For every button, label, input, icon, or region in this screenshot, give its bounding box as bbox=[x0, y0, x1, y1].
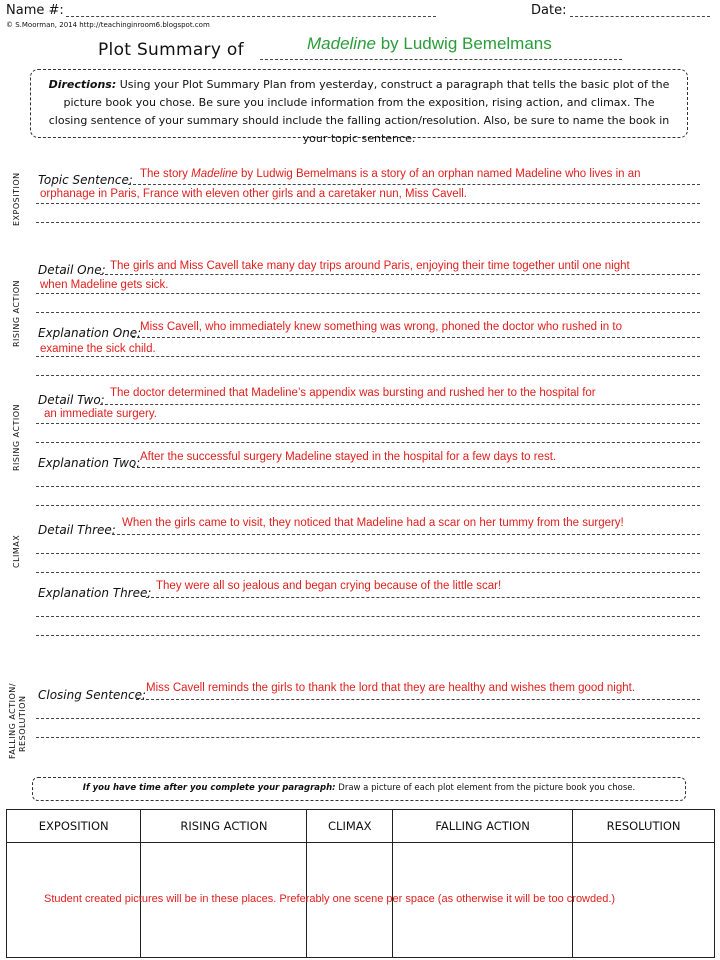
table-header-row bbox=[7, 810, 715, 843]
date-line[interactable] bbox=[570, 16, 710, 17]
detail-one-text-1: The girls and Miss Cavell take many day trips around Paris, enjoying their time together until one night bbox=[110, 260, 630, 272]
explanation-three-line-2[interactable] bbox=[36, 616, 700, 617]
topic-text-1 bbox=[140, 168, 641, 180]
closing-line-1[interactable] bbox=[136, 699, 700, 700]
directions-text: Using your Plot Summary Plan from yesterday, construct a paragraph that tells the basic plot of the picture book you chose. Be sure you include information from the exposition, rising action, and climax. The closing sentence of your summary should include the falling action/resolution. Also, be sure to name the book in your topic sentence. bbox=[48, 78, 670, 145]
detail-two-line-3[interactable] bbox=[36, 442, 700, 443]
topic-text-title: Madeline bbox=[191, 168, 238, 180]
topic-text-pre: The story bbox=[140, 168, 192, 180]
extra-time-bold: If you have time after you complete your paragraph: bbox=[82, 783, 336, 793]
detail-two-line-2[interactable] bbox=[36, 423, 700, 424]
page-title: Plot Summary of bbox=[98, 40, 244, 60]
name-label: Name #: bbox=[6, 3, 64, 18]
detail-two-line-1[interactable] bbox=[100, 404, 700, 405]
col-exposition: EXPOSITION bbox=[7, 810, 141, 843]
topic-line-3[interactable] bbox=[36, 222, 700, 223]
explanation-two-text-1: After the successful surgery Madeline stayed in the hospital for a few days to rest. bbox=[140, 451, 557, 463]
explanation-three-label: Explanation Three: bbox=[38, 586, 152, 600]
side-label-rising-action-1: RISING ACTION bbox=[12, 279, 21, 347]
topic-sentence-label: Topic Sentence: bbox=[38, 173, 133, 187]
detail-three-text-1: When the girls came to visit, they noticed that Madeline had a scar on her tummy from the surgery! bbox=[122, 517, 624, 529]
closing-line-2[interactable] bbox=[36, 718, 700, 719]
explanation-three-line-1[interactable] bbox=[146, 597, 700, 598]
explanation-three-text-1: They were all so jealous and began crying because of the little scar! bbox=[156, 580, 502, 592]
topic-line-2[interactable] bbox=[36, 203, 700, 204]
extra-time-text: Draw a picture of each plot element from the picture book you chose. bbox=[335, 783, 636, 793]
directions-box bbox=[30, 69, 688, 145]
date-label: Date: bbox=[531, 3, 567, 18]
side-label-climax: CLIMAX bbox=[12, 534, 21, 568]
book-title-italic: Madeline bbox=[307, 34, 376, 53]
detail-one-line-1[interactable] bbox=[100, 274, 700, 275]
explanation-two-line-3[interactable] bbox=[36, 505, 700, 506]
detail-three-line-3[interactable] bbox=[36, 572, 700, 573]
explanation-two-line-1[interactable] bbox=[132, 467, 700, 468]
explanation-one-label: Explanation One: bbox=[38, 326, 142, 340]
directions-label: Directions: bbox=[48, 78, 117, 91]
col-resolution: RESOLUTION bbox=[573, 810, 715, 843]
title-line bbox=[260, 59, 622, 60]
explanation-one-line-3[interactable] bbox=[36, 375, 700, 376]
closing-text-1: Miss Cavell reminds the girls to thank the lord that they are healthy and wishes them good night. bbox=[146, 682, 636, 694]
side-label-exposition: EXPOSITION bbox=[12, 172, 21, 226]
col-climax: CLIMAX bbox=[307, 810, 393, 843]
extra-time-box bbox=[32, 777, 686, 801]
detail-one-line-3[interactable] bbox=[36, 312, 700, 313]
detail-one-text-2: when Madeline gets sick. bbox=[40, 279, 169, 291]
explanation-two-line-2[interactable] bbox=[36, 486, 700, 487]
detail-two-text-1: The doctor determined that Madeline’s appendix was bursting and rushed her to the hospital for bbox=[110, 387, 596, 399]
explanation-one-text-1: Miss Cavell, who immediately knew something was wrong, phoned the doctor who rushed in to bbox=[140, 321, 622, 333]
closing-line-3[interactable] bbox=[36, 737, 700, 738]
explanation-three-line-3[interactable] bbox=[36, 635, 700, 636]
topic-text-2: orphanage in Paris, France with eleven other girls and a caretaker nun, Miss Cavell. bbox=[40, 188, 467, 200]
explanation-one-line-1[interactable] bbox=[132, 337, 700, 338]
topic-text-post: by Ludwig Bemelmans is a story of an orphan named Madeline who lives in an bbox=[237, 168, 641, 180]
side-label-resolution: RESOLUTION bbox=[18, 695, 27, 752]
detail-two-text-2: an immediate surgery. bbox=[44, 408, 157, 420]
side-label-rising-action-2: RISING ACTION bbox=[12, 403, 21, 471]
credit-line: © S.Moorman, 2014 http://teachinginroom6.blogspot.com bbox=[6, 21, 210, 29]
col-falling-action: FALLING ACTION bbox=[393, 810, 573, 843]
topic-line-1[interactable] bbox=[128, 184, 700, 185]
detail-three-label: Detail Three: bbox=[38, 523, 116, 537]
detail-three-line-1[interactable] bbox=[112, 534, 700, 535]
detail-two-label: Detail Two: bbox=[38, 393, 105, 407]
detail-one-label: Detail One: bbox=[38, 263, 106, 277]
name-line[interactable] bbox=[66, 16, 436, 17]
book-title bbox=[307, 34, 552, 54]
closing-sentence-label: Closing Sentence: bbox=[38, 688, 146, 702]
detail-three-line-2[interactable] bbox=[36, 553, 700, 554]
explanation-one-line-2[interactable] bbox=[36, 356, 700, 357]
col-rising-action: RISING ACTION bbox=[141, 810, 307, 843]
detail-one-line-2[interactable] bbox=[36, 293, 700, 294]
explanation-two-label: Explanation Two: bbox=[38, 456, 141, 470]
book-author: by Ludwig Bemelmans bbox=[376, 34, 552, 53]
explanation-one-text-2: examine the sick child. bbox=[40, 343, 156, 355]
plot-elements-table bbox=[6, 809, 715, 958]
side-label-falling-action: FALLING ACTION/ bbox=[8, 683, 17, 759]
organizer-note: Student created pictures will be in these places. Preferably one scene per space (as otherwise it will be too crowded.) bbox=[44, 893, 616, 905]
